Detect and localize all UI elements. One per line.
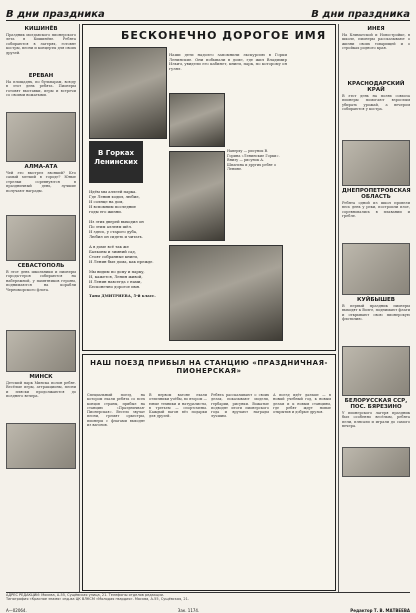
- article-text: Ребята одной из школ провели весь день у реки, построили плот, соревновались в плавании и гребле.: [342, 201, 410, 219]
- city-heading: КУЙБЫШЕВ: [357, 297, 395, 303]
- poem-line: Балконы и зимний сад,: [89, 249, 136, 254]
- city-heading: МИНСК: [29, 374, 53, 380]
- house-illustration: [169, 151, 225, 241]
- poem-line: Из этих дверей выходил он: [89, 219, 144, 224]
- right-item-1: [342, 81, 410, 186]
- illustration: [6, 330, 76, 372]
- feature-box: [82, 24, 336, 351]
- article-text: В этот день на полях совхоза пионеры помогают взрослым убирать урожай, а вечером собираются у костра.: [342, 94, 410, 112]
- left-column: [6, 24, 80, 593]
- poem-line: И, кажется, Ленин живой,: [89, 274, 143, 279]
- city-heading: ИНЕЯ: [367, 26, 385, 32]
- city-heading: КРАСНОДАРСКИЙ КРАЙ: [347, 81, 405, 93]
- right-item-4: [342, 398, 410, 477]
- poem: [89, 189, 161, 298]
- train-col-1: Специальный поезд, на котором ехали ребята со всех концов страны, прибыл на станцию «Праздничная-Пионерская». Весело звучат песни, гремят оркестры, пионеры с флагами выходят из вагонов.: [87, 393, 145, 428]
- left-item-3: [6, 263, 76, 372]
- left-item-4: [6, 374, 76, 469]
- illustration: [342, 243, 410, 295]
- article-text: Чей это выстрел звонкий? Кто самый меткий в городе? Юные стрелки соревнуются в праздничный день, лучшие получают награды.: [6, 171, 76, 193]
- article-text: На площадях, по бульварам, всюду в этот день ребята. Пионеры готовят выставки, игры и встречи со своими вожатыми.: [6, 80, 76, 98]
- footer-line: [6, 608, 410, 613]
- city-heading: СЕВАСТОПОЛЬ: [17, 263, 65, 269]
- train-title: НАШ ПОЕЗД ПРИБЫЛ НА СТАНЦИЮ «ПРАЗДНИЧНАЯ-ПИОНЕРСКАЯ»: [90, 359, 328, 375]
- poem-line: И Ленин был дома, как прежде.: [89, 259, 154, 264]
- city-heading: ЕРЕВАН: [28, 73, 54, 79]
- poem-line: И вспомним последние: [89, 204, 137, 209]
- sign-badge: В Горках Ленинских: [89, 141, 143, 183]
- footer-editor: Редактор Т. В. МАТВЕЕВА: [350, 608, 410, 613]
- winter-illustration: [169, 93, 225, 147]
- feature-intro: Наши дети надолго запомнили экскурсию в Горки Ленинские. Они побывали в доме, где жил Владимир Ильич, увидели его кабинет, книги, парк, по которому он гулял.: [169, 52, 287, 71]
- illustration: [342, 346, 410, 396]
- left-item-1: [6, 73, 76, 162]
- page-header: [6, 4, 410, 21]
- right-item-0: [342, 26, 410, 79]
- article-text: Детский парк Минска полон ребят. Весёлые игры, аттракционы, песни и пляски продолжаются до позднего вечера.: [6, 381, 76, 399]
- footer-printer: Типография «Красное знамя» изд-ва ЦК ВЛКСМ «Молодая гвардия». Москва, А-55, Сущёвская, 21.: [6, 597, 189, 602]
- illustration: [6, 423, 76, 469]
- poem-line: Стоят собранные книги,: [89, 254, 139, 259]
- illustration: [6, 215, 76, 261]
- train-col-2: В первом вагоне ехали отличники учёбы, во втором — юные техники и натуралисты, в третьем — спортсмены. Каждый вагон вёз подарки для друзей.: [149, 393, 207, 419]
- train-col-3: Ребята рассказывают о своих делах, показывают модели, гербарии, рисунки. Вожатые подводят итоги пионерского года и вручают награды лучшим.: [211, 393, 269, 419]
- header-right: В дни праздника: [311, 9, 410, 20]
- poem-line: И здесь, у старого дуба,: [89, 229, 138, 234]
- city-heading: БЕЛОРУССКАЯ ССР, ПОС. БЯРЕЗИНО: [344, 398, 408, 410]
- header-left: В дни праздника: [6, 9, 105, 20]
- footer-index: А—02064.: [6, 608, 27, 613]
- feature-title: БЕСКОНЕЧНО ДОРОГОЕ ИМЯ: [121, 29, 327, 42]
- poem-line: По этим аллеям шёл.: [89, 224, 133, 229]
- right-item-2: [342, 188, 410, 295]
- poem-author: Таня ДМИТРИЕВА, 5-й класс.: [89, 293, 156, 298]
- train-article: [82, 354, 336, 591]
- article-text: Праздник молдавского пионерского лета в Кишинёве. Ребята собираются в лагерях, готовят костры, песни и концерты для своих друзей.: [6, 33, 76, 55]
- poem-line: Бесконечно дорогое имя.: [89, 284, 141, 289]
- city-heading: АЛМА-АТА: [24, 164, 58, 170]
- train-col-4: А поезд идёт дальше — в новый учебный год, к новым делам и к новым станциям, где ребят ждут новые открытия и добрые друзья.: [273, 393, 331, 415]
- left-item-0: [6, 26, 76, 71]
- poem-line: А в доме всё так же: [89, 244, 129, 249]
- footer-address: АДРЕС РЕДАКЦИИ: Москва, А-55, Сущёвская улица, 21. Телефоны отделов редакции.: [6, 593, 164, 597]
- train-columns: [87, 393, 331, 586]
- illustration: [342, 447, 410, 477]
- illustration-caption: Наверху — рисунок В. Горина «Ленинские Горки». Внизу — рисунок А. Шпагина и других ребят о Ленине.: [227, 149, 280, 172]
- illustration: [6, 112, 76, 162]
- article-text: У пионерского лагеря праздник был особенно весёлым, ребята пели, плясали и играли до самого вечера.: [342, 411, 410, 429]
- feature-illustration: [89, 47, 167, 139]
- article-text: В этот день школьники и пионеры города-героя собираются на набережной, у памятников героям, поднимаются на корабли Черноморского флота.: [6, 270, 76, 292]
- right-item-3: [342, 297, 410, 396]
- poem-line: годы его жизни.: [89, 209, 122, 214]
- poem-line: Где Ленин ходил, любил,: [89, 194, 140, 199]
- poem-line: Любил он сидеть и читать.: [89, 234, 144, 239]
- city-heading: КИШИНЁВ: [24, 26, 58, 32]
- illustration: [342, 140, 410, 186]
- poem-line: Мы видим по дому и парку,: [89, 269, 145, 274]
- footer-order: Зак. 1174.: [177, 608, 200, 613]
- poem-line: И солнце на дом,: [89, 199, 124, 204]
- center-section: [82, 24, 336, 351]
- poem-line: Идём мы аллеей парка.: [89, 189, 137, 194]
- left-item-2: [6, 164, 76, 261]
- poem-line: И Ленин навсегда с нами,: [89, 279, 142, 284]
- article-text: На Климатской и Новостройке, в школе, пионеры рассказывают о жизни своих товарищей и о стройках родного края.: [342, 33, 410, 51]
- city-heading: ДНЕПРОПЕТРОВСКАЯ ОБЛАСТЬ: [342, 188, 411, 200]
- park-illustration: [169, 245, 283, 341]
- right-column: [338, 24, 410, 593]
- article-text: В первый праздник пионеры выходят к Волге, поднимают флаги и открывают свою пионерскую флотилию.: [342, 304, 410, 322]
